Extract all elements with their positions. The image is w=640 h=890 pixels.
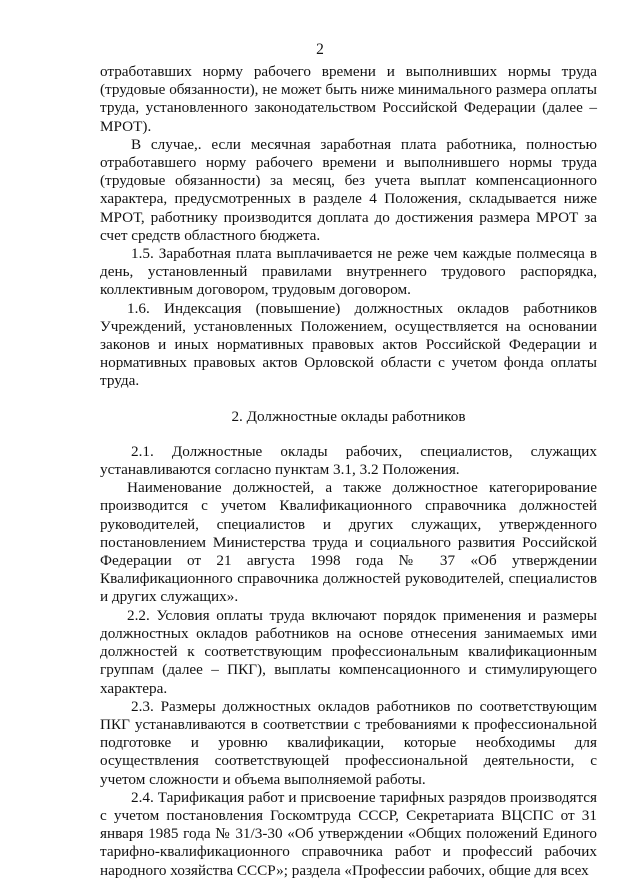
page-number: 2 [316, 41, 324, 58]
section-heading: 2. Должностные оклады работников [231, 407, 466, 425]
paragraph-position-naming: Наименование должностей, а также должностное категорирование производится с учетом Квалификационного справочника должностей руководителей, специалистов и других служащих, утвержденного постановлением Министерства труда и социального развития Российской Федерации от 21 августа 1998 года № 37 «Об утверждении Квалификационного справочника должностей руководителей, специалистов и других служащих». [100, 479, 597, 606]
document-body [100, 63, 597, 880]
paragraph-2-4: 2.4. Тарификация работ и присвоение тарифных разрядов производятся с учетом постановления Госкомтруда СССР, Секретариата ВЦСПС от 31 января 1985 года № 31/3-30 «Об утверждении «Общих положений Единого тарифно-квалификационного справочника работ и профессий рабочих народного хозяйства СССР»; раздела «Профессии рабочих, общие для всех [100, 788, 597, 879]
paragraph-mrot-continuation: отработавших норму рабочего времени и выполнивших нормы труда (трудовые обязанности), не может быть ниже минимального размера оплаты труда, установленного законодательством Российской Федерации (далее – МРОТ). [100, 63, 597, 135]
paragraph-1-6: 1.6. Индексация (повышение) должностных окладов работников Учреждений, установленных Положением, осуществляется на основании законов и иных нормативных правовых актов Российской Федерации и нормативных правовых актов Орловской области с учетом фонда оплаты труда. [100, 299, 597, 390]
paragraph-2-2: 2.2. Условия оплаты труда включают порядок применения и размеры должностных окладов работников на основе отнесения занимаемых ими должностей к соответствующим профессиональным квалификационным группам (далее – ПКГ), выплаты компенсационного и стимулирующего характера. [100, 606, 597, 697]
paragraph-mrot-surcharge: В случае,. если месячная заработная плата работника, полностью отработавшего норму рабочего времени и выполнившего нормы труда (трудовые обязанности) за месяц, без учета выплат компенсационного характера, предусмотренных в разделе 4 Положения, складывается ниже МРОТ, работнику производится доплата до достижения размера МРОТ за счет средств областного бюджета. [100, 135, 597, 244]
paragraph-2-1: 2.1. Должностные оклады рабочих, специалистов, служащих устанавливаются согласно пунктам 3.1, 3.2 Положения. [100, 442, 597, 479]
paragraph-2-3: 2.3. Размеры должностных окладов работников по соответствующим ПКГ устанавливаются в соответствии с требованиями к профессиональной подготовке и уровню квалификации, которые необходимы для осуществления соответствующей профессиональной деятельности, с учетом сложности и объема выполняемой работы. [100, 697, 597, 788]
paragraph-1-5: 1.5. Заработная плата выплачивается не реже чем каждые полмесяца в день, установленный правилами внутреннего трудового распорядка, коллективным договором, трудовым договором. [100, 245, 597, 299]
